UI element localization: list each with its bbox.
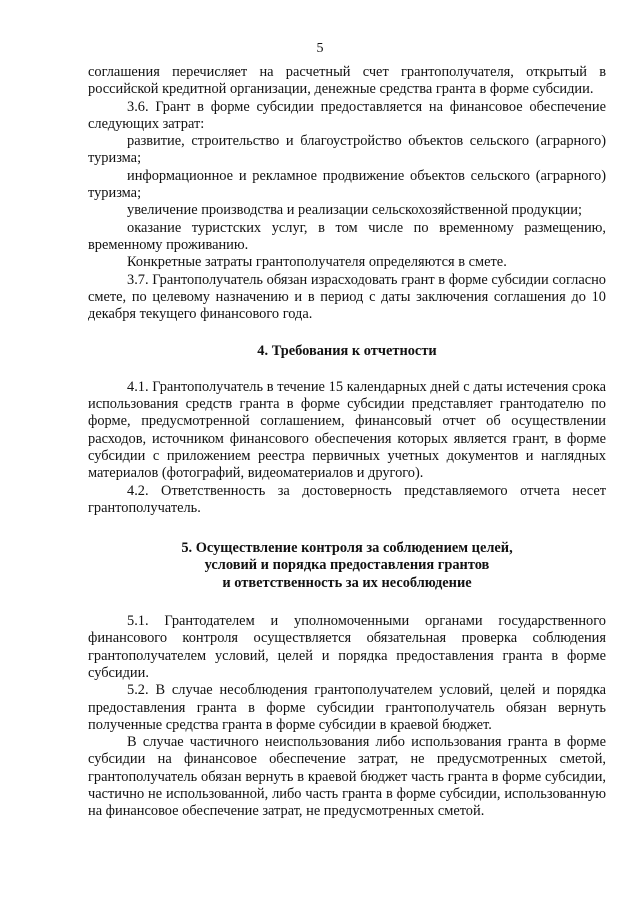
list-item-development: развитие, строительство и благоустройство объектов сельского (аграрного) туризма; [88,133,606,167]
paragraph-5-1: 5.1. Грантодателем и уполномоченными органами государственного финансового контроля осуществляется обязательная проверка соблюдения грантополучателем условий, целей и порядка предоставления гранта в форме субсидии. [88,613,606,681]
section-5-heading-line: условий и порядка предоставления грантов [204,557,490,574]
section-4-heading: 4. Требования к отчетности [257,343,437,360]
section-5-heading-line: 5. Осуществление контроля за соблюдением целей, [181,540,513,557]
section-5-heading [88,540,606,592]
section-5-heading-line: и ответственность за их несоблюдение [222,574,472,591]
paragraph-estimate: Конкретные затраты грантополучателя определяются в смете. [127,254,507,271]
page-number: 5 [316,41,324,56]
paragraph-continuation: соглашения перечисляет на расчетный счет грантополучателя, открытый в российской кредитной организации, денежные средства гранта в форме субсидии. [88,64,606,98]
document-body [88,64,606,821]
list-item-production: увеличение производства и реализации сельскохозяйственной продукции; [127,202,582,219]
paragraph-4-1: 4.1. Грантополучатель в течение 15 календарных дней с даты истечения срока использования средств гранта в форме субсидии представляет грантодателю по форме, предусмотренной соглашением, финансовый отчет об осуществлении расходов, источником финансового обеспечения которых является грант, в форме субсидии с приложением реестра первичных учетных документов и наглядных материалов (фотографий, видеоматериалов и другого). [88,378,606,482]
paragraph-3-7: 3.7. Грантополучатель обязан израсходовать грант в форме субсидии согласно смете, по целевому назначению и в период с даты заключения соглашения до 10 декабря текущего финансового года. [88,271,606,323]
paragraph-3-6: 3.6. Грант в форме субсидии предоставляется на финансовое обеспечение следующих затрат: [88,98,606,132]
list-item-promotion: информационное и рекламное продвижение объектов сельского (аграрного) туризма; [88,167,606,202]
list-item-tourist-services: оказание туристских услуг, в том числе по временному размещению, временному проживанию. [88,219,606,253]
paragraph-4-2: 4.2. Ответственность за достоверность представляемого отчета несет грантополучатель. [88,482,606,516]
paragraph-5-2: 5.2. В случае несоблюдения грантополучателем условий, целей и порядка предоставления гранта в форме субсидии грантополучатель обязан вернуть полученные средства гранта в форме субсидии в краевой бюджет. [88,682,606,733]
paragraph-partial-use: В случае частичного неиспользования либо использования гранта в форме субсидии на финансовое обеспечение затрат, не предусмотренных сметой, грантополучатель обязан вернуть в краевой бюджет часть гранта в форме субсидии, частично не использованной, либо часть гранта в форме субсидии, использованную на финансовое обеспечение затрат, не предусмотренных сметой. [88,734,606,820]
